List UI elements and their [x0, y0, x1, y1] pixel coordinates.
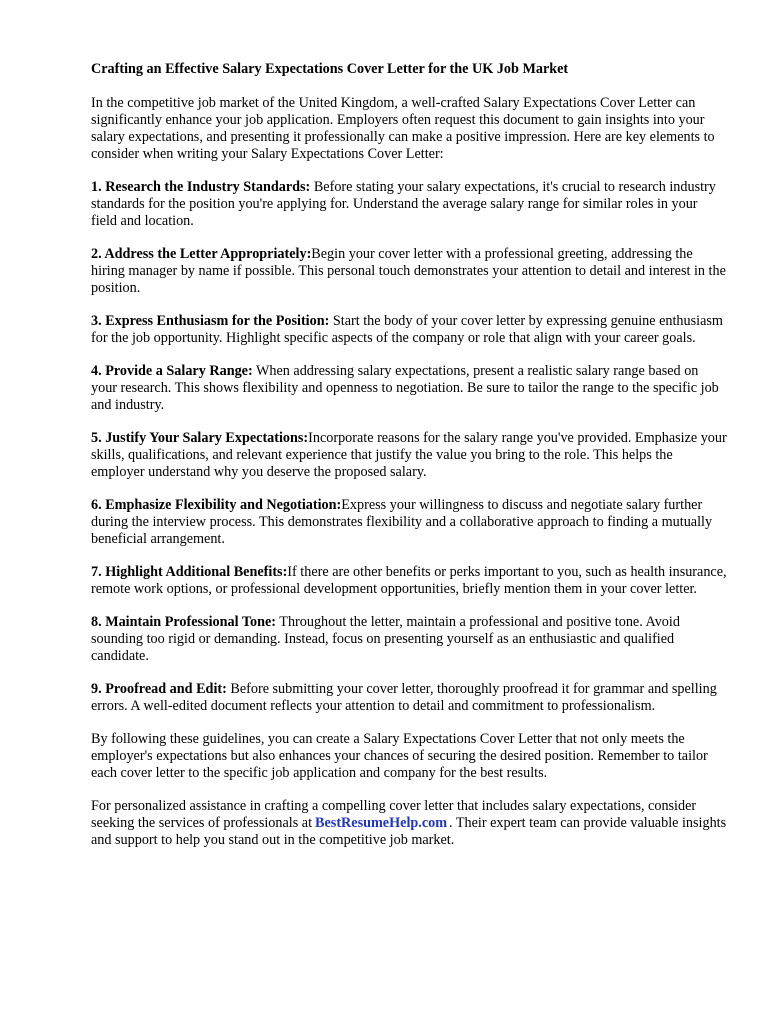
guideline-heading: 1. Research the Industry Standards:: [91, 179, 311, 195]
guideline-item-8: [91, 614, 727, 665]
closing-paragraph: [91, 798, 727, 849]
guideline-item-4: [91, 363, 727, 414]
guideline-item-5: [91, 430, 727, 481]
intro-paragraph: In the competitive job market of the United Kingdom, a well-crafted Salary Expectations Cover Letter can significantly enhance your job application. Employers often request this document to gain insights into your salary expectations, and presenting it professionally can make a positive impression. Here are key elements to consider when writing your Salary Expectations Cover Letter:: [91, 95, 715, 162]
guideline-text: Begin your cover letter with a professional greeting, addressing the hiring manager by name if possible. This personal touch demonstrates your attention to detail and interest in the position.: [91, 246, 726, 296]
closing-text-after: . Their expert team can provide valuable insights and support to help you stand out in the competitive job market.: [91, 815, 727, 848]
guideline-heading: 9. Proofread and Edit:: [91, 681, 227, 697]
guideline-heading: 5. Justify Your Salary Expectations:: [91, 430, 309, 446]
guideline-text: Throughout the letter, maintain a professional and positive tone. Avoid sounding too rigid or demanding. Instead, focus on presenting yourself as an enthusiastic and qualified candidate.: [91, 614, 680, 664]
guideline-item-1: [91, 179, 727, 230]
document-title: Crafting an Effective Salary Expectations Cover Letter for the UK Job Market: [91, 61, 569, 77]
guideline-text: Express your willingness to discuss and negotiate salary further during the interview process. This demonstrates flexibility and a collaborative approach to finding a mutually beneficial arrangement.: [91, 497, 713, 547]
guideline-text: Start the body of your cover letter by expressing genuine enthusiasm for the job opportunity. Highlight specific aspects of the company or role that align with your career goals.: [91, 313, 723, 346]
guideline-text: If there are other benefits or perks important to you, such as health insurance, remote work options, or professional development opportunities, briefly mention them in your cover letter.: [91, 564, 727, 597]
bestresumehelp-link[interactable]: BestResumeHelp.com: [315, 815, 448, 831]
guideline-heading: 3. Express Enthusiasm for the Position:: [91, 313, 330, 329]
guideline-item-6: [91, 497, 727, 548]
guideline-item-3: [91, 313, 727, 347]
guideline-heading: 8. Maintain Professional Tone:: [91, 614, 276, 630]
guideline-item-2: [91, 246, 727, 297]
closing-text-before: For personalized assistance in crafting a compelling cover letter that includes salary expectations, consider seeking the services of professionals at: [91, 798, 697, 831]
guideline-item-9: [91, 681, 727, 715]
guideline-item-7: [91, 564, 727, 598]
guideline-text: Before stating your salary expectations, it's crucial to research industry standards for the position you're applying for. Understand the average salary range for similar roles in your field and location.: [91, 179, 716, 229]
guideline-heading: 6. Emphasize Flexibility and Negotiation:: [91, 497, 342, 513]
guideline-text: When addressing salary expectations, present a realistic salary range based on your research. This shows flexibility and openness to negotiation. Be sure to tailor the range to the specific job and industry.: [91, 363, 719, 413]
guideline-heading: 4. Provide a Salary Range:: [91, 363, 253, 379]
guideline-text: Before submitting your cover letter, thoroughly proofread it for grammar and spelling errors. A well-edited document reflects your attention to detail and commitment to professionalism.: [91, 681, 717, 714]
guideline-heading: 2. Address the Letter Appropriately:: [91, 246, 312, 262]
guideline-text: Incorporate reasons for the salary range you've provided. Emphasize your skills, qualifications, and relevant experience that justify the value you bring to the role. This helps the employer understand why you deserve the proposed salary.: [91, 430, 727, 480]
guideline-heading: 7. Highlight Additional Benefits:: [91, 564, 288, 580]
conclusion-paragraph: By following these guidelines, you can create a Salary Expectations Cover Letter that not only meets the employer's expectations but also enhances your chances of securing the desired position. Remember to tailor each cover letter to the specific job application and company for the best results.: [91, 731, 708, 781]
document-body: [91, 61, 727, 865]
